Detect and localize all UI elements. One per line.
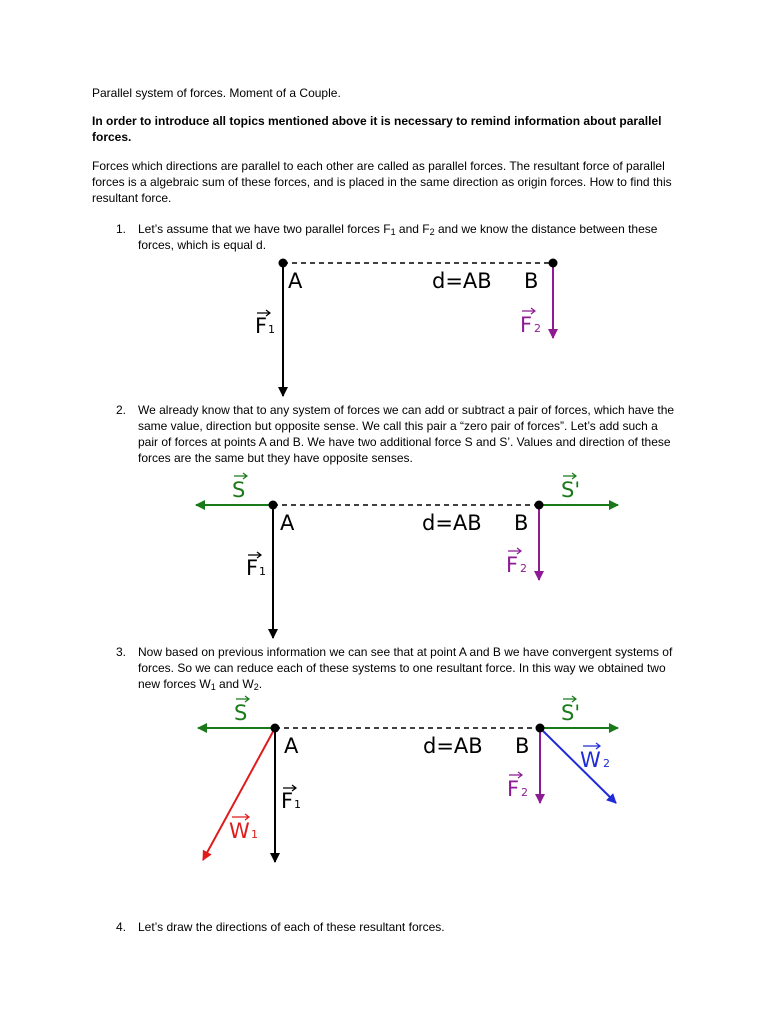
point-a-dot <box>269 501 278 510</box>
svg-text:W: W <box>229 819 250 843</box>
distance-label: d=AB <box>432 269 492 293</box>
distance-label: d=AB <box>422 511 482 535</box>
step-text: Now based on previous information we can see that at point A and B we have convergent systems of forces. So we can reduce each of these systems to one resultant force. In this way we obtained two new forces $W_1$ and $W_2$. <box>138 645 673 692</box>
point-a-dot <box>279 259 288 268</box>
definition-paragraph: Forces which directions are parallel to each other are called as parallel forces. The resultant force of parallel forces is a algebraic sum of these forces, and is placed in the same direction as origin forces. How to find this resultant force. <box>92 159 672 205</box>
s-prime-label <box>561 473 580 502</box>
f1-label <box>281 785 301 813</box>
s-prime-label <box>561 696 580 725</box>
svg-text:2: 2 <box>520 562 527 575</box>
svg-text:F: F <box>246 556 259 580</box>
svg-text:1: 1 <box>251 828 258 841</box>
svg-text:1: 1 <box>294 798 301 811</box>
w1-label <box>229 814 258 843</box>
svg-text:F: F <box>507 777 520 801</box>
point-b-dot <box>549 259 558 268</box>
svg-text:2: 2 <box>534 322 541 335</box>
step-number: 4. <box>116 920 127 934</box>
distance-label: d=AB <box>423 734 483 758</box>
point-b-label: B <box>515 734 530 758</box>
step-text: We already know that to any system of forces we can add or subtract a pair of forces, which have the same value, direction but opposite sense. We call this pair a “zero pair of forces”. Let’s add such a pair of forces at points A and B. We have two additional force S and S’. Values and direction of these forces are the same but they have opposite senses. <box>138 403 675 465</box>
s-label <box>234 696 249 725</box>
w2-label <box>580 743 610 772</box>
svg-text:S': S' <box>561 478 581 502</box>
svg-text:1: 1 <box>259 565 266 578</box>
point-a-label: A <box>284 734 299 758</box>
svg-text:2: 2 <box>603 757 610 770</box>
svg-text:F: F <box>255 314 268 338</box>
svg-text:1: 1 <box>268 323 275 336</box>
f2-label <box>507 772 528 801</box>
step-number: 1. <box>116 222 127 236</box>
svg-text:2: 2 <box>521 786 528 799</box>
point-b-label: B <box>514 511 529 535</box>
f2-label <box>506 548 527 577</box>
f2-label <box>520 308 541 337</box>
step-number: 3. <box>116 645 127 659</box>
svg-text:S: S <box>234 701 248 725</box>
figure-1-parallel-forces <box>0 250 768 402</box>
figure-3-resultants <box>0 694 768 866</box>
intro-paragraph: In order to introduce all topics mentioned above it is necessary to remind information about parallel forces. <box>92 114 662 144</box>
f1-label <box>246 552 266 580</box>
point-a-dot <box>271 724 280 733</box>
step-number: 2. <box>116 403 127 417</box>
point-b-dot <box>536 724 545 733</box>
s-label <box>232 473 247 502</box>
point-b-label: B <box>524 269 539 293</box>
step-text: Let’s draw the directions of each of these resultant forces. <box>138 920 445 934</box>
svg-text:F: F <box>281 789 294 813</box>
point-b-dot <box>535 501 544 510</box>
point-a-label: A <box>280 511 295 535</box>
svg-text:F: F <box>506 553 519 577</box>
document-title: Parallel system of forces. Moment of a Couple. <box>92 86 341 100</box>
svg-text:F: F <box>520 313 533 337</box>
svg-text:W: W <box>580 748 601 772</box>
figure-2-zero-pair <box>0 470 768 642</box>
step-text: Let’s assume that we have two parallel forces $F_1$ and $F_2$ and we know the distance between these forces, which is equal d. <box>138 222 658 252</box>
svg-text:S: S <box>232 478 246 502</box>
point-a-label: A <box>288 269 303 293</box>
svg-text:S': S' <box>561 701 581 725</box>
f1-label <box>255 310 275 338</box>
